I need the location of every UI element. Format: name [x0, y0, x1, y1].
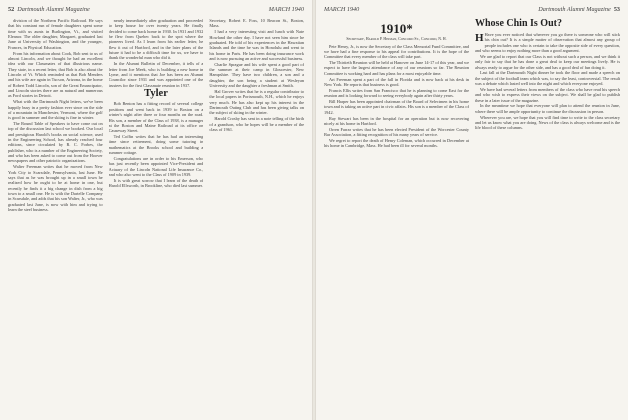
- paragraph: Ted Coffin writes that he has had an interesting time since retirement, doing some tutoring in mathematics at the Brooks school and building a summer cottage.: [108, 134, 204, 156]
- paragraph: In the meantime we hope that everyone will plan to attend the reunion in June, where there will be ample opportunity to continue the discussion in person.: [475, 103, 620, 114]
- paragraph: Walter Freeman writes that he moved from New York City to Scarsdale, Pennsylvania, last June. He says that as he was brought up in a small town he realized how he ought to be at home in one, but recently he finds it a big change in dish from a big town to a small one. He is with the Dartelle Company in Scarsdale, and adds that his son Walter, Jr., who was graduated last June, is now with him and trying to learn the steel business.: [8, 164, 103, 213]
- paragraph: From his information about Cook, Bob sent to us of almost Lincoln, and we thought he had an excellent idea with our Classmates of that illustrious name. They state, in a recent letter, that Bob is also about the Lincoln of Vt. Which reminded us that Bob Menders and his wife are again in Tucson, Arizona, in the home of Robert Todd Lincoln, son of the Great Emancipator, and Lincoln stories there are as natural and numerous as Ford stories in Detroit.: [8, 50, 103, 99]
- left-page: [0, 0, 312, 420]
- paragraph: Secretary, Robert E. Foss, 10 Beacon St., Boston, Mass.: [209, 18, 305, 29]
- right-column-1: [324, 18, 469, 416]
- left-column-2: [109, 18, 204, 416]
- paragraph: Art Freeman spent a part of the fall in Florida and is now back at his desk in New York. He reports that business is good.: [324, 76, 469, 87]
- drop-cap: H: [475, 32, 484, 44]
- paragraph: Charlie Sprague and his wife spent a good part of the summer at their camp in Gloucester, New Hampshire. They have two children, a son and a daughter, the son being a student at Wesleyan University and the daughter a freshman at Smith.: [209, 61, 305, 89]
- right-column-2: [475, 18, 620, 416]
- right-columns: [324, 18, 620, 416]
- paragraph: Orren Farrar writes that he has been elected President of the Worcester County Bar Association, a fitting recognition of his many years of service.: [324, 126, 469, 138]
- paragraph: We regret to report the death of Henry Coleman, which occurred in December at his home in Cambridge, Mass. He had been ill for several months.: [324, 137, 469, 149]
- paragraph: Bob Benton has a fitting record of several college positions and went back in 1939 to Boston on a winter's night after three or four months on the road. His son, a member of the Class of 1938, is a manager at the Boston and Maine Railroad at its office on Causeway Street.: [108, 101, 204, 134]
- paragraph: Last fall at the Dartmouth Night dinner he took the floor and made a speech on the subject of the football team which was, to say the least, controversial. The result was a debate which lasted well into the night and which everyone enjoyed.: [475, 70, 620, 87]
- paragraph: Hal Grover writes that he is a regular contributor to the local papers in Portsmouth, N.H., which he enjoys very much. He has also kept up his interest in the Dartmouth Outing Club and has been giving talks on the subject of skiing in the winter.: [209, 88, 305, 116]
- paragraph: Pete Henry, Jr., is now the Secretary of the Class Memorial Fund Committee, and we have had a fine response to his appeal for contributions. It is the hope of the Committee that every member of the class will take part.: [324, 43, 469, 60]
- paragraph: In the Alumni Bulletin of December, it tells of a letter from Joe Meek, who is building a new home in Lyme, and it mentions that Joe has been an Alumni Councilor since 1931 and was appointed one of the trustees for the first Classmate reunion in 1937.: [108, 61, 204, 88]
- paragraph: division of the Northern Pacific Railroad. He says that his constant run of female daughters spent some time with us aunts in Burlington, Vt., and visited Eleanor. The older daughter, Margaret, graduated last June at University of Washington, and the younger, Frances, in Physical Education.: [8, 18, 103, 50]
- paragraph-text: Have you ever noticed that wherever you go there is someone who will stick his chin out? It is a simple matter of observation that almost any group of people includes one who is certain to take the opposite side of every question, and who seems to enjoy nothing more than a good argument.: [475, 32, 620, 54]
- left-running-head: [8, 6, 304, 16]
- left-page-number: 52: [8, 6, 15, 13]
- paragraph: The Round Table of Speakers to have come out on top of the discussion last school we booked. Our local and prestigious Harold's books on social science, used in the Engineering School, has already reached four editions, since circulated by R. C. Forbes, the publisher, who is a number of the Engineering Society, and who has been asked to come out from the Hoover newspapers and other patriotic organizations.: [8, 121, 103, 164]
- paragraph: What with the Dartmouth Night letters, we've been happily busy in a pretty fashion ever since on the side of a mountain in Manchester, Vermont, where the golf is good in summer and the skiing is fine in winter.: [8, 99, 103, 121]
- paragraph: I had a very interesting visit and lunch with Nate Howland the other day. I have not seen him since he graduated. He told of his experiences in the Hawaiian Islands and the time he was in Honolulu and went to his home in Paris. He has been doing insurance work and is now pursuing an active and successful business.: [209, 29, 305, 61]
- class-secretary: Secretary, Harold P. Hinman, Concord St., Concord, N. H.: [346, 37, 447, 41]
- left-column-3: [209, 18, 304, 416]
- paragraph: [475, 32, 620, 53]
- class-heading: 1910*: [380, 21, 413, 36]
- left-magazine-title: Dartmouth Alumni Magazine: [17, 6, 90, 13]
- paragraph: Bill Harper has been appointed chairman of the Board of Selectmen in his home town and is taking an active part in civic affairs. His son is a member of the Class of 1942.: [324, 99, 469, 115]
- paragraph: nearly immediately after graduation and proceeded to keep house for over twenty years. He finally decided to come back home in 1930. In 1931 and 1932 he flew from Quebec back to the spot where the pioneers lived. As I learn from his earlier letter, he flew it out of Hartford, and in the later plans of the future it had to be a difficult time for us, we have to thank the wonderful man who did it.: [108, 18, 204, 61]
- paragraph: It is with great sorrow that I learn of the death of Harold Ellsworth, in Brookline, who died last summer.: [108, 177, 204, 189]
- left-issue-date: MARCH 1940: [268, 6, 304, 13]
- paragraph: We are glad to report that our Class is not without such a person, and we think it only fair to say that he has done a great deal to keep our meetings lively. He is always ready to argue for the other side, and has a good deal of fun doing it.: [475, 53, 620, 70]
- paragraph: Wherever you are, we hope that you will find time to write to the class secretary and let us know what you are doing. News of the class is always welcome and is the life blood of these columns.: [475, 114, 620, 131]
- paragraph: Francis Ellis writes from San Francisco that he is planning to come East for the reunion and is looking forward to seeing everybody again after thirty years.: [324, 87, 469, 99]
- paragraph: Harold Crosby has sent in a note telling of the birth of a grandson, who he hopes will be a member of the class of 1961.: [209, 116, 305, 132]
- left-column-1: [8, 18, 103, 416]
- paragraph: Ray Stewart has been in the hospital for an operation but is now recovering nicely at his home in Hartford.: [324, 115, 469, 126]
- paragraph: The Thirtieth Reunion will be held at Hanover on June 14-17 of this year, and we expect to have the largest attendance of any of our reunions so far. The Reunion Committee is working hard and has plans for a most enjoyable time.: [324, 60, 469, 76]
- article-title: Whose Chin Is Out?: [475, 18, 562, 29]
- paragraph: We have had several letters from members of the class who have read his speech and who wish to express their views on the subject. We shall be glad to publish these in a later issue of the magazine.: [475, 86, 620, 103]
- right-page: [316, 0, 628, 420]
- right-page-number: 53: [613, 6, 620, 13]
- right-magazine-title: Dartmouth Alumni Magazine: [538, 6, 611, 13]
- paragraph: Congratulations are in order to his Emerson, who has just recently been appointed Vice-President and Actuary of the Lincoln National Life Insurance Co., and who also went to the Class of 1909 in 1939.: [108, 155, 204, 177]
- right-issue-date: MARCH 1940: [324, 6, 360, 13]
- section-heading: Tyler: [144, 88, 168, 100]
- right-running-head: [324, 6, 620, 16]
- left-columns: [8, 18, 304, 416]
